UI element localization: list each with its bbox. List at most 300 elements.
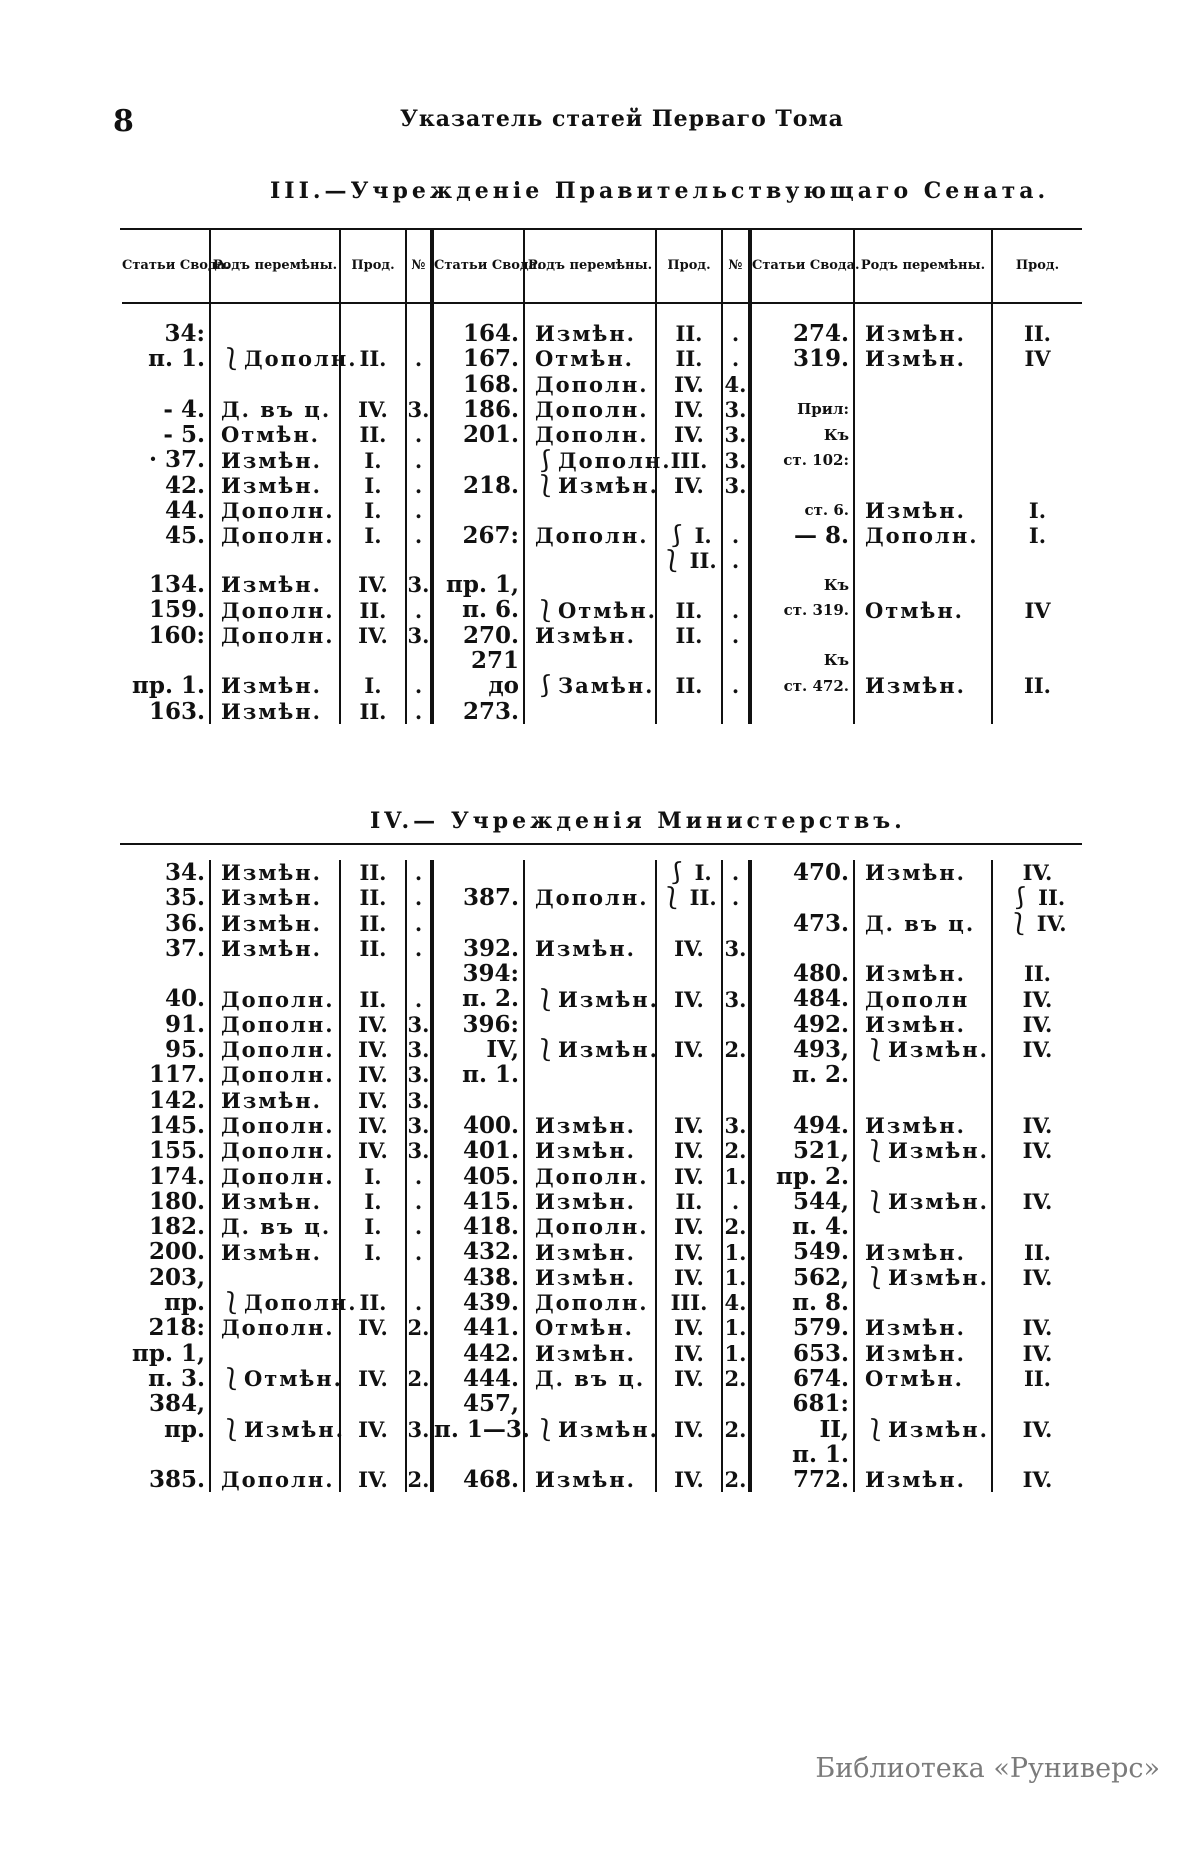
cell-prod: II. [656, 673, 722, 698]
cell-typ: Дополн. [210, 1138, 340, 1163]
cell-no [722, 1391, 750, 1416]
table-row [122, 1037, 1082, 1062]
cell-typ: Измѣн. [854, 1315, 992, 1340]
cell-prod: IV. [1022, 986, 1053, 1012]
cell-art: 442. [432, 1341, 524, 1366]
cell-art: 493, [750, 1037, 854, 1062]
cell-typ: Дополн. [524, 885, 656, 910]
section-3-title: III.—Учрежденіе Правительствующаго Сената. [270, 178, 1050, 204]
cell-no: . [722, 623, 750, 648]
cell-typ: Измѣн. [210, 673, 340, 698]
cell-art: 674. [750, 1366, 854, 1391]
cell-typ: Дополн. [210, 498, 340, 523]
cell-prod [340, 1265, 406, 1290]
section-4-body [122, 860, 1082, 1492]
cell-art: 218: [122, 1315, 210, 1340]
cell-typ: ⎱Измѣн. [524, 1037, 656, 1062]
cell-art: 470. [750, 860, 854, 885]
header-row [122, 230, 1082, 303]
cell-no: 3. [722, 397, 750, 422]
cell-prod [992, 1214, 1082, 1239]
cell-art: 394: [432, 961, 524, 986]
cell-art: 164. [432, 321, 524, 346]
cell-art: 457, [432, 1391, 524, 1416]
cell-no: 1. [722, 1315, 750, 1340]
cell-no: 2. [406, 1366, 432, 1391]
cell-prod [992, 648, 1082, 673]
cell-typ: Дополн. [524, 1214, 656, 1239]
cell-typ: Измѣн. [210, 1239, 340, 1264]
cell-prod: IV. [656, 422, 722, 447]
cell-typ [854, 447, 992, 472]
cell-art: 392. [432, 936, 524, 961]
cell-art: пр. 1, [122, 1341, 210, 1366]
cell-no [406, 1442, 432, 1467]
cell-typ: Измѣн. [854, 1239, 992, 1264]
table-row [122, 1341, 1082, 1366]
cell-prod [656, 1012, 722, 1037]
cell-art: 167. [432, 346, 524, 371]
cell-art: п. 1. [122, 346, 210, 371]
table-row [122, 447, 1082, 472]
table-row [122, 911, 1082, 936]
cell-typ [524, 1442, 656, 1467]
cell-art: ст. 472. [750, 673, 854, 698]
cell-no: . [722, 597, 750, 622]
cell-prod: IV. [1022, 860, 1053, 886]
cell-no: 3. [406, 1088, 432, 1113]
cell-art: 387. [432, 885, 524, 910]
cell-art: до [432, 673, 524, 698]
cell-no: 4. [722, 372, 750, 397]
cell-prod: IV. [340, 1417, 406, 1442]
cell-art: Къ [750, 422, 854, 447]
cell-typ: ⎱Измѣн. [210, 1417, 340, 1442]
cell-typ: Измѣн. [524, 1113, 656, 1138]
table-row [122, 1088, 1082, 1113]
cell-prod: IV. [1022, 1037, 1053, 1063]
cell-no: 3. [406, 572, 432, 597]
table-row [122, 1239, 1082, 1264]
cell-typ [854, 1442, 992, 1467]
cell-art: 186. [432, 397, 524, 422]
cell-no: . [406, 699, 432, 724]
cell-prod [656, 1062, 722, 1087]
cell-art [432, 911, 524, 936]
cell-typ [210, 1265, 340, 1290]
cell-typ: ⎱Измѣн. [854, 1265, 992, 1290]
cell-prod: II. [340, 936, 406, 961]
cell-art [750, 473, 854, 498]
page-number: 8 [113, 104, 134, 139]
table-row [122, 961, 1082, 986]
cell-art: 271 [432, 648, 524, 673]
cell-art: 95. [122, 1037, 210, 1062]
cell-prod: I. [340, 473, 406, 498]
cell-typ: Измѣн. [854, 346, 992, 371]
cell-typ: Дополн. [210, 1012, 340, 1037]
cell-art: 484. [750, 986, 854, 1011]
cell-typ: Измѣн. [210, 1088, 340, 1113]
cell-prod [340, 1391, 406, 1416]
cell-typ [854, 885, 992, 910]
header-type: Родъ перемѣны. [524, 230, 656, 303]
cell-prod: IV. [1022, 1011, 1053, 1037]
cell-art: - 4. [122, 397, 210, 422]
cell-prod: I. [340, 1239, 406, 1264]
cell-prod: IV. [656, 1467, 722, 1492]
cell-no: . [406, 986, 432, 1011]
cell-art: пр. [122, 1290, 210, 1315]
cell-no: 3. [722, 447, 750, 472]
cell-art: 134. [122, 572, 210, 597]
cell-typ: Измѣн. [210, 447, 340, 472]
cell-prod: IV. [1022, 1315, 1053, 1341]
cell-art [750, 699, 854, 724]
cell-art: п. 4. [750, 1214, 854, 1239]
cell-typ: Измѣн. [854, 1467, 992, 1492]
table-row [122, 523, 1082, 548]
cell-typ: Отмѣн. [524, 346, 656, 371]
cell-no: 3. [722, 1113, 750, 1138]
table-row [122, 1164, 1082, 1189]
header-prod: Прод. [340, 230, 406, 303]
cell-art: 145. [122, 1113, 210, 1138]
cell-art: пр. [122, 1417, 210, 1442]
cell-prod: IV. [656, 936, 722, 961]
table-row [122, 597, 1082, 622]
cell-prod: IV. [656, 1366, 722, 1391]
cell-art: 163. [122, 699, 210, 724]
cell-art [122, 372, 210, 397]
cell-typ: ⎱Измѣн. [524, 473, 656, 498]
cell-typ [210, 372, 340, 397]
cell-prod: I. [340, 523, 406, 548]
cell-typ: Дополн. [524, 397, 656, 422]
header-no: № [722, 230, 750, 303]
cell-art: 492. [750, 1012, 854, 1037]
cell-art: 438. [432, 1265, 524, 1290]
cell-art: 40. [122, 986, 210, 1011]
cell-typ [854, 473, 992, 498]
table-row [122, 986, 1082, 1011]
cell-no [722, 498, 750, 523]
cell-art [750, 372, 854, 397]
cell-prod [992, 1062, 1082, 1087]
cell-prod: ⎱ II. [656, 885, 722, 910]
cell-art [432, 447, 524, 472]
cell-prod: II. [1024, 961, 1051, 987]
cell-art: 441. [432, 1315, 524, 1340]
table-row [122, 1214, 1082, 1239]
cell-prod [340, 1442, 406, 1467]
cell-prod: IV. [656, 397, 722, 422]
cell-typ [854, 936, 992, 961]
cell-no [406, 549, 432, 573]
cell-prod: ⎰ I. [656, 860, 722, 885]
cell-prod: IV. [1022, 1416, 1053, 1442]
cell-prod [340, 549, 406, 573]
cell-typ [854, 648, 992, 673]
cell-art: Прил: [750, 397, 854, 422]
cell-prod [656, 1391, 722, 1416]
cell-prod [656, 498, 722, 523]
cell-typ: Измѣн. [210, 699, 340, 724]
table-row [122, 623, 1082, 648]
cell-art: 37. [122, 936, 210, 961]
cell-art: 34. [122, 860, 210, 885]
cell-art: 168. [432, 372, 524, 397]
cell-no [406, 372, 432, 397]
cell-prod: IV. [656, 1164, 722, 1189]
cell-typ [524, 911, 656, 936]
cell-no: 2. [406, 1315, 432, 1340]
cell-prod [992, 447, 1082, 472]
cell-prod: II. [1024, 1366, 1051, 1392]
cell-prod: II. [656, 321, 722, 346]
cell-typ [524, 549, 656, 573]
table-row [122, 1417, 1082, 1442]
cell-prod: II. [1024, 321, 1051, 347]
table-row [122, 648, 1082, 673]
cell-art: ст. 6. [750, 498, 854, 523]
cell-typ: Измѣн. [854, 1012, 992, 1037]
cell-no [722, 699, 750, 724]
cell-no [722, 1062, 750, 1087]
cell-art: 36. [122, 911, 210, 936]
cell-typ [854, 397, 992, 422]
cell-art: 155. [122, 1138, 210, 1163]
cell-prod: ⎱ II. [656, 549, 722, 573]
cell-prod [992, 422, 1082, 447]
cell-no: 2. [722, 1366, 750, 1391]
cell-prod: IV. [656, 1037, 722, 1062]
cell-no: . [406, 885, 432, 910]
cell-art: п. 2. [432, 986, 524, 1011]
cell-prod: ⎱ IV. [1008, 910, 1067, 936]
cell-typ: Дополн [854, 986, 992, 1011]
cell-art: 203, [122, 1265, 210, 1290]
cell-art: п. 1—3. [434, 1415, 530, 1443]
cell-prod: ⎰ I. [656, 523, 722, 548]
cell-typ: Дополн. [210, 1062, 340, 1087]
cell-art: 444. [432, 1366, 524, 1391]
cell-prod [992, 372, 1082, 397]
cell-no [722, 648, 750, 673]
cell-typ: Измѣн. [524, 623, 656, 648]
cell-prod: IV. [1022, 1138, 1053, 1164]
cell-art: 117. [122, 1062, 210, 1087]
cell-art: Къ [750, 572, 854, 597]
cell-typ: Измѣн. [854, 673, 992, 698]
table-row [122, 1290, 1082, 1315]
cell-prod: IV. [340, 1037, 406, 1062]
cell-art: п. 8. [750, 1290, 854, 1315]
cell-no: . [722, 885, 750, 910]
cell-typ: Измѣн. [210, 885, 340, 910]
section-3-table [122, 230, 1082, 724]
cell-no [406, 1391, 432, 1416]
cell-prod: IV. [656, 1265, 722, 1290]
cell-prod: IV. [1022, 1113, 1053, 1139]
cell-prod: IV. [656, 1315, 722, 1340]
cell-no: . [722, 673, 750, 698]
cell-prod: II. [340, 1290, 406, 1315]
cell-art: — 8. [750, 523, 854, 548]
cell-typ: ⎰Замѣн. [524, 673, 656, 698]
cell-typ [524, 1088, 656, 1113]
cell-art [750, 549, 854, 573]
cell-typ [854, 1164, 992, 1189]
cell-art: 174. [122, 1164, 210, 1189]
cell-art [432, 1442, 524, 1467]
table-row [122, 549, 1082, 573]
cell-prod: IV. [340, 1315, 406, 1340]
cell-no [722, 961, 750, 986]
cell-typ: Измѣн. [854, 321, 992, 346]
table-row [122, 1265, 1082, 1290]
table-row [122, 1366, 1082, 1391]
cell-art: 401. [432, 1138, 524, 1163]
cell-typ: Измѣн. [854, 961, 992, 986]
cell-prod: II. [340, 986, 406, 1011]
cell-prod: III. [656, 1290, 722, 1315]
cell-no: 3. [406, 397, 432, 422]
cell-typ: Измѣн. [854, 1341, 992, 1366]
cell-typ [854, 1062, 992, 1087]
cell-no: 3. [406, 1037, 432, 1062]
cell-typ: Дополн. [210, 1113, 340, 1138]
cell-prod [340, 648, 406, 673]
cell-typ: Измѣн. [854, 860, 992, 885]
cell-art: 267: [432, 523, 524, 548]
cell-prod: IV. [340, 1012, 406, 1037]
table-top-rule [120, 843, 1082, 845]
cell-prod: I. [340, 1214, 406, 1239]
cell-prod [992, 1290, 1082, 1315]
cell-prod: I. [340, 447, 406, 472]
cell-no [722, 911, 750, 936]
cell-no: . [722, 523, 750, 548]
cell-typ: Измѣн. [854, 498, 992, 523]
cell-typ [524, 1062, 656, 1087]
cell-typ [854, 422, 992, 447]
cell-typ: Дополн. [524, 523, 656, 548]
cell-no [722, 572, 750, 597]
table-row [122, 936, 1082, 961]
cell-typ: Измѣн. [854, 1113, 992, 1138]
cell-no: 2. [722, 1467, 750, 1492]
header-no: № [406, 230, 432, 303]
cell-art: 468. [432, 1467, 524, 1492]
cell-no: 3. [406, 1138, 432, 1163]
table-row [122, 1467, 1082, 1492]
cell-typ: ⎱Отмѣн. [524, 597, 656, 622]
cell-art: 45. [122, 523, 210, 548]
cell-prod: IV. [340, 1366, 406, 1391]
cell-art: 772. [750, 1467, 854, 1492]
cell-art: 405. [432, 1164, 524, 1189]
cell-art: 160: [122, 623, 210, 648]
cell-typ [854, 1391, 992, 1416]
cell-prod [992, 1442, 1082, 1467]
table-row [122, 498, 1082, 523]
cell-prod: IV. [656, 1239, 722, 1264]
table-row [122, 1315, 1082, 1340]
cell-typ: Измѣн. [524, 1341, 656, 1366]
table-row [122, 321, 1082, 346]
cell-typ: Измѣн. [524, 1467, 656, 1492]
cell-prod: IV. [340, 623, 406, 648]
cell-typ [210, 1341, 340, 1366]
cell-art [122, 961, 210, 986]
cell-prod: IV [1024, 597, 1051, 623]
cell-typ [524, 1012, 656, 1037]
cell-art: 201. [432, 422, 524, 447]
cell-typ [854, 372, 992, 397]
cell-typ: ⎱Измѣн. [854, 1037, 992, 1062]
cell-prod: II. [340, 911, 406, 936]
cell-art: ст. 319. [750, 597, 854, 622]
cell-art: - 5. [122, 422, 210, 447]
cell-prod: II. [656, 1189, 722, 1214]
cell-typ: Отмѣн. [854, 1366, 992, 1391]
cell-prod: IV. [1022, 1467, 1053, 1493]
cell-art: ст. 102: [750, 447, 854, 472]
cell-no: . [406, 1290, 432, 1315]
cell-typ: Дополн. [210, 597, 340, 622]
cell-no [722, 1012, 750, 1037]
cell-typ: Дополн. [524, 422, 656, 447]
cell-prod: IV. [340, 1138, 406, 1163]
cell-art [750, 936, 854, 961]
cell-no: . [406, 523, 432, 548]
cell-art: · 37. [122, 447, 210, 472]
cell-typ [854, 699, 992, 724]
cell-no: 1. [722, 1164, 750, 1189]
cell-typ [210, 549, 340, 573]
cell-art: п. 3. [122, 1366, 210, 1391]
cell-art: п. 1. [750, 1442, 854, 1467]
cell-typ [854, 1214, 992, 1239]
cell-typ: Измѣн. [210, 473, 340, 498]
cell-typ: Измѣн. [210, 860, 340, 885]
cell-art [432, 498, 524, 523]
table-row [122, 372, 1082, 397]
cell-prod: I. [1028, 523, 1047, 549]
cell-art: п. 1. [432, 1062, 524, 1087]
cell-typ [524, 498, 656, 523]
cell-art [432, 549, 524, 573]
cell-no: . [406, 346, 432, 371]
cell-prod [992, 623, 1082, 648]
cell-art: 159. [122, 597, 210, 622]
cell-art: 418. [432, 1214, 524, 1239]
cell-prod: IV. [656, 1214, 722, 1239]
cell-prod [340, 961, 406, 986]
cell-art [122, 1442, 210, 1467]
cell-typ: Д. въ ц. [524, 1366, 656, 1391]
cell-no: 4. [722, 1290, 750, 1315]
cell-no: 3. [406, 1417, 432, 1442]
table-row [122, 860, 1082, 885]
cell-prod [340, 372, 406, 397]
cell-prod: IV. [656, 1138, 722, 1163]
cell-no: . [406, 936, 432, 961]
cell-art: 439. [432, 1290, 524, 1315]
cell-no: . [406, 422, 432, 447]
cell-typ [524, 699, 656, 724]
